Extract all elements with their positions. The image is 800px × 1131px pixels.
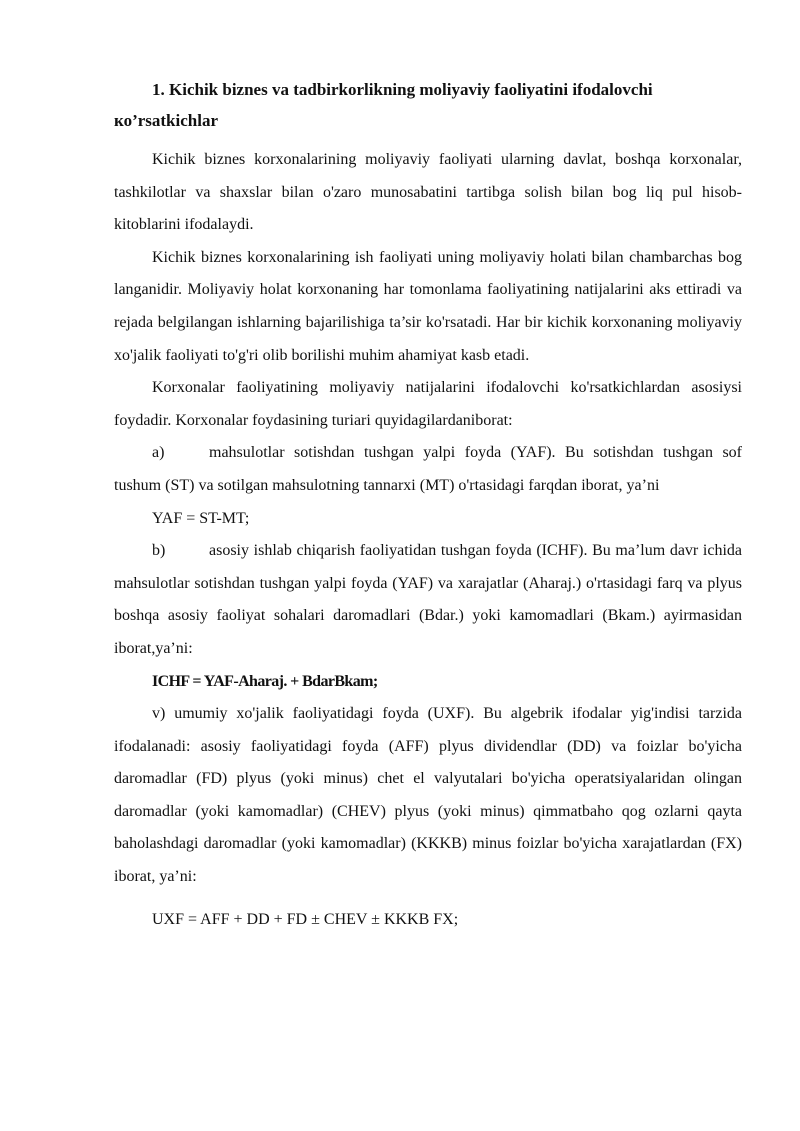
paragraph-intro: Kichik biznes korxonalarining moliyaviy faoliyati ularning davlat, boshqa korxonalar, tashkilotlar va shaxslar bilan o'zaro munosabatini tartibga solish bilan bog liq pul hisob-kitoblarini ifodalaydi.: [114, 151, 742, 234]
section-heading: 1. Kichik biznes va tadbirkorlikning moliyaviy faoliyatini ifodalovchi ко’rsatkichlar: [114, 80, 653, 130]
formula-ichf: ICHF = YAF-Aharaj. + BdarBkam;: [152, 672, 378, 690]
list-item-b: [114, 535, 742, 665]
list-marker-a: a): [152, 444, 165, 462]
formula-yaf: YAF = ST-MT;: [152, 509, 250, 527]
document-page: [114, 74, 742, 936]
list-item-a-text: mahsulotlar sotishdan tushgan yalpi foyda (YAF). Bu sotishdan tushgan sof tushum (ST) va sotilgan mahsulotning tannarxi (MT) o'rtasidagi farqdan iborat, ya’ni: [114, 444, 742, 494]
paragraph-profit-types: Korxonalar faoliyatining moliyaviy natijalarini ifodalovchi ko'rsatkichlardan asosiysi foydadir. Korxonalar foydasining turiari quyidagilardaniborat:: [114, 379, 742, 429]
list-item-a: [114, 437, 742, 502]
list-item-v: v) umumiy xo'jalik faoliyatidagi foyda (UXF). Bu algebrik ifodalar yig'indisi tarzida ifodalanadi: asosiy faoliyatidagi foyda (AFF) plyus dividendlar (DD) va foizlar bo'yicha daromadlar (FD) plyus (yoki minus) chet el valyutalari bo'yicha operatsiyalaridan olingan daromadlar (yoki kamomadlar) (CHEV) plyus (yoki minus) qimmatbaho qog ozlarni qayta baholashdagi daromadlar (yoki kamomadlar) (KKKB) minus foizlar bo'yicha xarajatlardan (FX) iborat, ya’ni:: [114, 705, 742, 886]
formula-uxf: UXF = AFF + DD + FD ± CHEV ± KKKB FX;: [152, 910, 459, 928]
list-item-b-text: asosiy ishlab chiqarish faoliyatidan tushgan foyda (ICHF). Bu ma’lum davr ichida mahsulotlar sotishdan tushgan yalpi foyda (YAF) va xarajatlar (Aharaj.) o'rtasidagi farq va plyus boshqa asosiy faoliyat sohalari daromadlari (Bdar.) yoki kamomadlari (Bkam.) ayirmasidan iborat,ya’ni:: [114, 542, 742, 657]
list-marker-b: b): [152, 542, 166, 560]
paragraph-financial-state: Kichik biznes korxonalarining ish faoliyati uning moliyaviy holati bilan chambarchas bog langanidir. Moliyaviy holat korxonaning har tomonlama faoliyatining natijalarini aks ettiradi va rejada belgilangan ishlarning bajarilishiga ta’sir ko'rsatadi. Har bir kichik korxonaning moliyaviy xo'jalik faoliyati to'g'ri olib borilishi muhim ahamiyat kasb etadi.: [114, 248, 742, 364]
